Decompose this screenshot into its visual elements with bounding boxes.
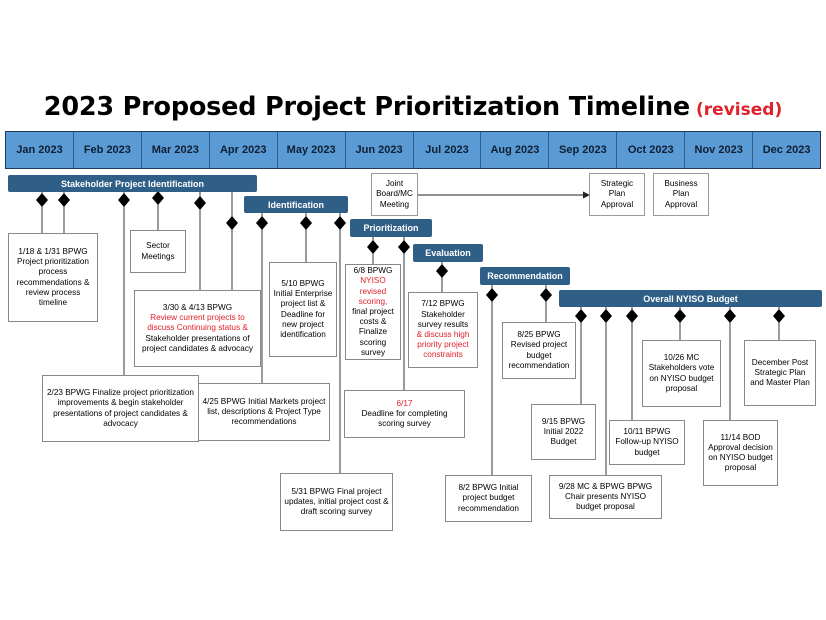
milestone-0118-bpwg: 1/18 & 1/31 BPWG Project prioritization process recommendations & review process timeline	[8, 233, 98, 322]
milestone-0928-mc-bpwg: 9/28 MC & BPWG BPWG Chair presents NYISO budget proposal	[549, 475, 662, 519]
month-feb: Feb 2023	[74, 132, 142, 168]
phase-prioritization: Prioritization	[350, 219, 432, 237]
milestone-0617-date: 6/17	[396, 398, 413, 408]
month-jul: Jul 2023	[414, 132, 482, 168]
milestone-0712-bpwg	[408, 292, 478, 368]
milestone-0330-bpwg	[134, 290, 261, 367]
diamond-marker	[773, 309, 785, 323]
milestone-0608-date: 6/8 BPWG	[353, 266, 393, 276]
phase-evaluation: Evaluation	[413, 244, 483, 262]
diamond-marker	[226, 216, 238, 230]
milestone-0510-bpwg: 5/10 BPWG Initial Enterprise project list & Deadline for new project identification	[269, 262, 337, 357]
diamond-marker	[36, 193, 48, 207]
diamond-marker	[540, 288, 552, 302]
phase-identification: Identification	[244, 196, 348, 213]
milestone-0330-date: 3/30 & 4/13 BPWG	[162, 302, 233, 312]
milestone-0712-results: 7/12 BPWG Stakeholder survey results	[417, 299, 469, 329]
diamond-marker	[194, 196, 206, 210]
milestone-0617-deadline	[344, 390, 465, 438]
milestone-sector-meetings: Sector Meetings	[130, 230, 186, 273]
milestone-0531-bpwg: 5/31 BPWG Final project updates, initial project cost & draft scoring survey	[280, 473, 393, 531]
milestone-0608-final-costs: final project costs & Finalize scoring survey	[352, 306, 394, 357]
month-mar: Mar 2023	[142, 132, 210, 168]
month-jun: Jun 2023	[346, 132, 414, 168]
diamond-marker	[58, 193, 70, 207]
milestone-0223-bpwg: 2/23 BPWG Finalize project prioritization improvements & begin stakeholder presentations of project candidates & advocacy	[42, 375, 199, 442]
milestone-0608-bpwg	[345, 264, 401, 360]
phase-overall-budget: Overall NYISO Budget	[559, 290, 822, 307]
diamond-marker	[300, 216, 312, 230]
milestone-strategic-plan-approval: Strategic Plan Approval	[589, 173, 645, 216]
diamond-marker	[674, 309, 686, 323]
milestone-0712-constraints: & discuss high priority project constraints	[416, 330, 470, 360]
milestone-0802-bpwg: 8/2 BPWG Initial project budget recommendation	[445, 475, 532, 522]
diamond-marker	[575, 309, 587, 323]
diamond-marker	[600, 309, 612, 323]
milestone-1011-bpwg: 10/11 BPWG Follow-up NYISO budget	[609, 420, 685, 465]
milestone-0330-review: Review current projects to discuss Continuing status &	[147, 313, 248, 333]
diamond-marker	[334, 216, 346, 230]
month-aug: Aug 2023	[481, 132, 549, 168]
phase-recommendation: Recommendation	[480, 267, 570, 285]
diamond-marker	[256, 216, 268, 230]
month-apr: Apr 2023	[210, 132, 278, 168]
title-text: 2023 Proposed Project Prioritization Timeline	[43, 92, 691, 122]
milestone-december: December Post Strategic Plan and Master Plan	[744, 340, 816, 406]
month-dec: Dec 2023	[753, 132, 820, 168]
milestone-0617-text: Deadline for completing scoring survey	[361, 408, 448, 429]
title-revised-note: (revised)	[696, 100, 783, 120]
milestone-0425-bpwg: 4/25 BPWG Initial Markets project list, descriptions & Project Type recommendations	[198, 383, 330, 441]
diamond-marker	[486, 288, 498, 302]
diamond-marker	[724, 309, 736, 323]
milestone-joint-board-mc: Joint Board/MC Meeting	[371, 173, 418, 216]
milestone-1114-bod: 11/14 BOD Approval decision on NYISO budget proposal	[703, 420, 778, 486]
month-nov: Nov 2023	[685, 132, 753, 168]
diamond-marker	[152, 191, 164, 205]
milestone-0608-revised-scoring: NYISO revised scoring,	[358, 276, 388, 306]
month-sep: Sep 2023	[549, 132, 617, 168]
diamond-marker	[118, 193, 130, 207]
month-may: May 2023	[278, 132, 346, 168]
diamond-marker	[626, 309, 638, 323]
milestone-business-plan-approval: Business Plan Approval	[653, 173, 709, 216]
phase-stakeholder-identification: Stakeholder Project Identification	[8, 175, 257, 192]
diamond-marker	[398, 240, 410, 254]
milestone-1026-mc: 10/26 MC Stakeholders vote on NYISO budget proposal	[642, 340, 721, 407]
milestone-0825-bpwg: 8/25 BPWG Revised project budget recommendation	[502, 322, 576, 379]
diamond-marker	[436, 264, 448, 278]
diamond-marker	[367, 240, 379, 254]
milestone-0330-presentations: Stakeholder presentations of project candidates & advocacy	[141, 333, 254, 353]
month-oct: Oct 2023	[617, 132, 685, 168]
month-jan: Jan 2023	[6, 132, 74, 168]
milestone-0915-bpwg: 9/15 BPWG Initial 2022 Budget	[531, 404, 596, 460]
